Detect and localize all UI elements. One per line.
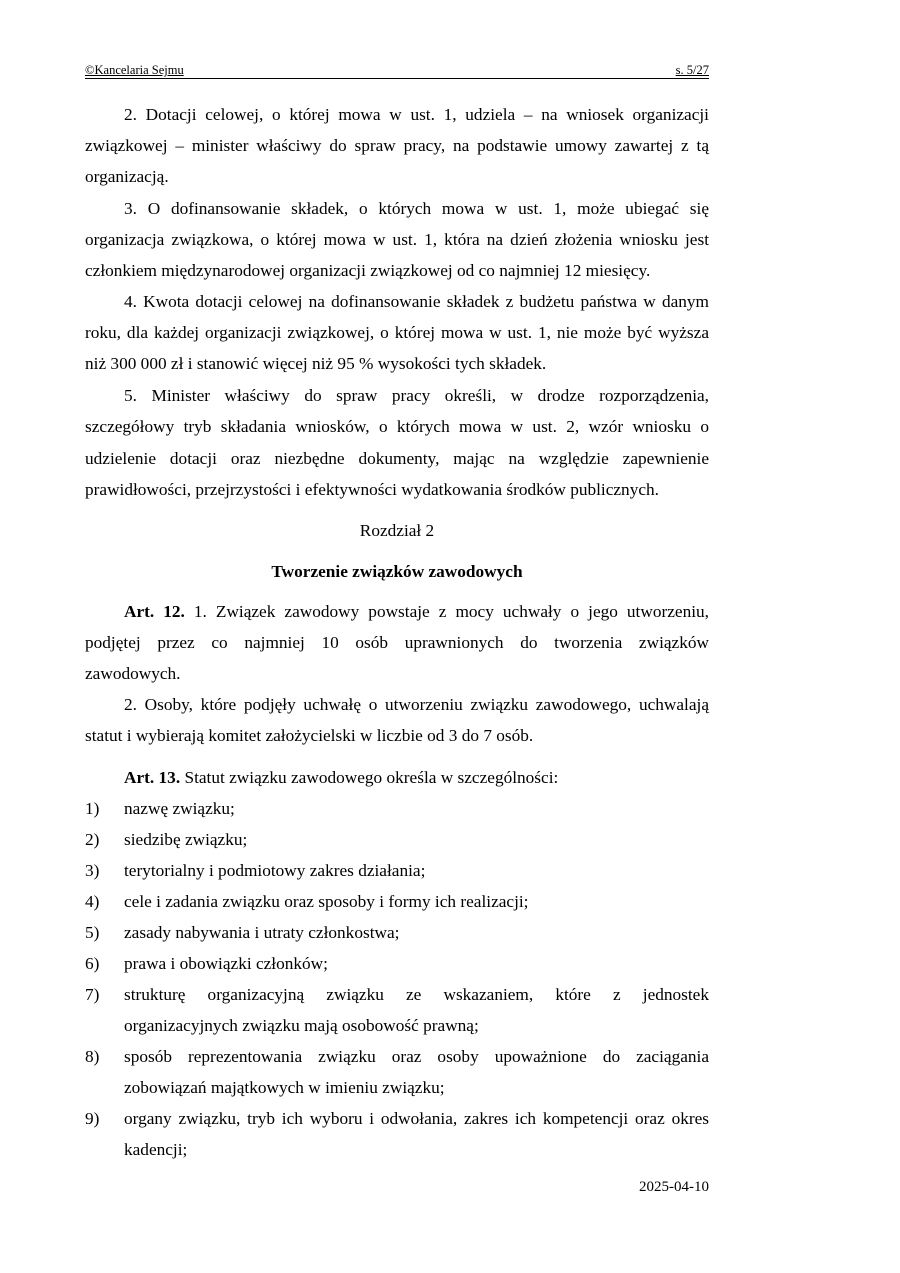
- list-item-text: sposób reprezentowania związku oraz osoby upoważnione do zaciągania: [124, 1047, 709, 1066]
- list-item-number: 5): [85, 923, 100, 942]
- list-item-number: 4): [85, 892, 100, 911]
- paragraph-line: organizacją.: [85, 167, 169, 186]
- list-item-text: zobowiązań majątkowych w imieniu związku;: [124, 1078, 445, 1097]
- paragraph-line: podjętej przez co najmniej 10 osób uprawnionych do tworzenia związków: [85, 633, 709, 652]
- list-item-text: terytorialny i podmiotowy zakres działania;: [124, 861, 426, 880]
- header-publisher: ©Kancelaria Sejmu: [85, 63, 184, 77]
- paragraph-line: organizacja związkowa, o której mowa w ust. 1, która na dzień złożenia wniosku jest: [85, 230, 709, 249]
- paragraph-line: członkiem międzynarodowej organizacji związkowej od co najmniej 12 miesięcy.: [85, 261, 651, 280]
- list-item-text: organizacyjnych związku mają osobowość prawną;: [124, 1016, 479, 1035]
- footer-date: 2025-04-10: [639, 1179, 709, 1195]
- paragraph-line: 3. O dofinansowanie składek, o których mowa w ust. 1, może ubiegać się: [124, 199, 709, 218]
- list-item-number: 2): [85, 830, 100, 849]
- article-12-line: [85, 601, 709, 623]
- paragraph-line: 2. Dotacji celowej, o której mowa w ust. 1, udziela – na wniosek organizacji: [124, 105, 709, 124]
- list-item-text: kadencji;: [124, 1140, 188, 1159]
- list-item-text: strukturę organizacyjną związku ze wskazaniem, które z jednostek: [124, 985, 709, 1004]
- article-13-line: [85, 767, 709, 789]
- article-label: Art. 12.: [124, 602, 185, 621]
- paragraph-line: roku, dla każdej organizacji związkowej, o której mowa w ust. 1, nie może być wyższa: [85, 323, 709, 342]
- article-text: 1. Związek zawodowy powstaje z mocy uchwały o jego utworzeniu,: [184, 602, 709, 621]
- paragraph-line: udzielenie dotacji oraz niezbędne dokumenty, mając na względzie zapewnienie: [85, 449, 709, 468]
- list-item-text: nazwę związku;: [124, 799, 235, 818]
- list-item-text: prawa i obowiązki członków;: [124, 954, 328, 973]
- article-text: Statut związku zawodowego określa w szczególności:: [180, 768, 559, 787]
- list-item-text: organy związku, tryb ich wyboru i odwołania, zakres ich kompetencji oraz okres: [124, 1109, 709, 1128]
- list-item-number: 9): [85, 1109, 100, 1128]
- list-item-number: 3): [85, 861, 100, 880]
- list-item-number: 6): [85, 954, 100, 973]
- paragraph-line: 4. Kwota dotacji celowej na dofinansowanie składek z budżetu państwa w danym: [124, 292, 709, 311]
- header-page-number: s. 5/27: [675, 63, 709, 77]
- paragraph-line: 5. Minister właściwy do spraw pracy określi, w drodze rozporządzenia,: [124, 386, 709, 405]
- list-item-number: 1): [85, 799, 100, 818]
- paragraph-line: statut i wybierają komitet założycielski w liczbie od 3 do 7 osób.: [85, 726, 534, 745]
- paragraph-line: 2. Osoby, które podjęły uchwałę o utworzeniu związku zawodowego, uchwalają: [124, 695, 709, 714]
- list-item-text: zasady nabywania i utraty członkostwa;: [124, 923, 400, 942]
- paragraph-line: szczegółowy tryb składania wniosków, o których mowa w ust. 2, wzór wniosku o: [85, 417, 709, 436]
- page-header: [85, 62, 709, 79]
- list-item-number: 7): [85, 985, 100, 1004]
- list-item-text: siedzibę związku;: [124, 830, 248, 849]
- chapter-title: Tworzenie związków zawodowych: [271, 562, 523, 581]
- paragraph-line: związkowej – minister właściwy do spraw pracy, na podstawie umowy zawartej z tą: [85, 136, 709, 155]
- article-label: Art. 13.: [124, 768, 181, 787]
- paragraph-line: prawidłowości, przejrzystości i efektywności wydatkowania środków publicznych.: [85, 480, 659, 499]
- chapter-number: Rozdział 2: [359, 521, 435, 540]
- list-item-number: 8): [85, 1047, 100, 1066]
- list-item-text: cele i zadania związku oraz sposoby i formy ich realizacji;: [124, 892, 529, 911]
- paragraph-line: zawodowych.: [85, 664, 181, 683]
- paragraph-line: niż 300 000 zł i stanowić więcej niż 95 % wysokości tych składek.: [85, 354, 547, 373]
